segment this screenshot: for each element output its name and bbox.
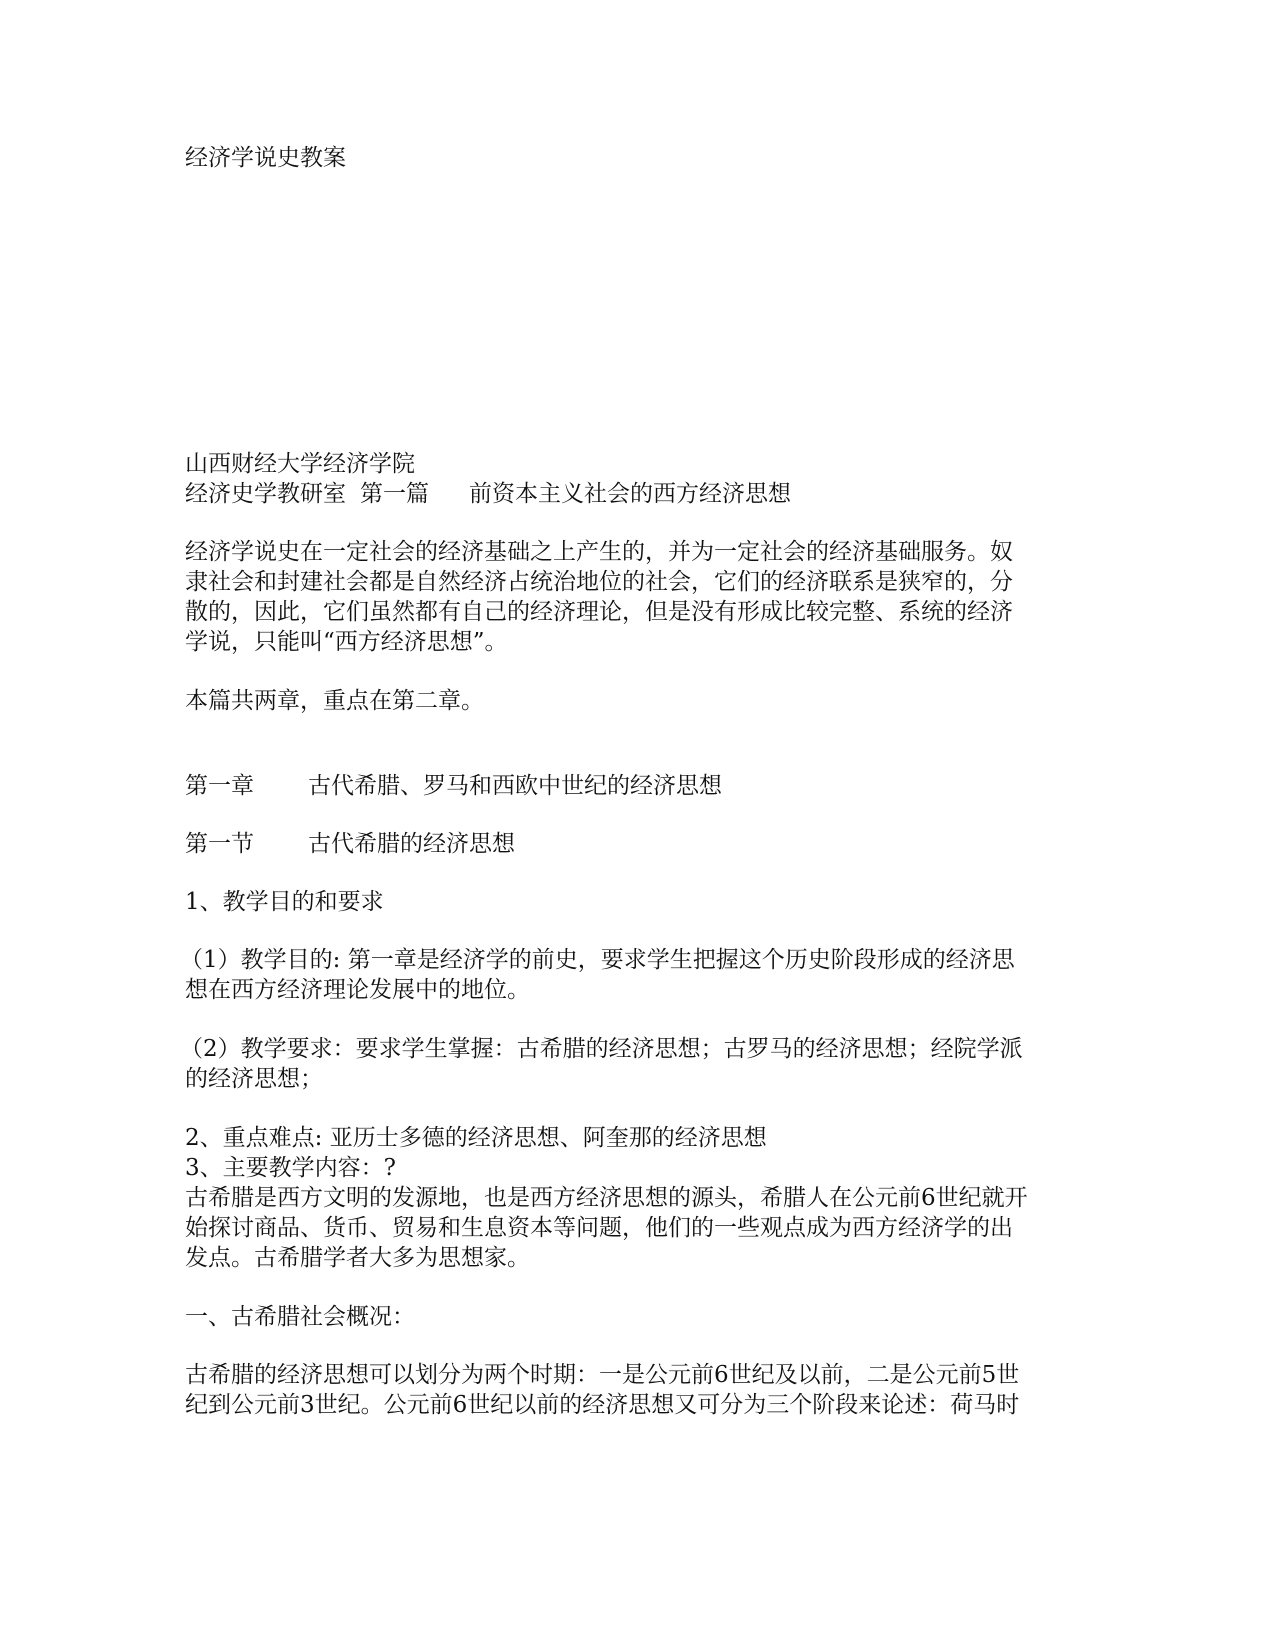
intro-paragraph-line: 散的，因此，它们虽然都有自己的经济理论，但是没有形成比较完整、系统的经济 xyxy=(185,599,1013,625)
institution-name: 山西财经大学经济学院 xyxy=(185,451,415,477)
period-paragraph-line: 纪到公元前3世纪。公元前6世纪以前的经济思想又可分为三个阶段来论述：荷马时 xyxy=(185,1392,1020,1418)
part-note: 本篇共两章，重点在第二章。 xyxy=(185,688,484,714)
department-name: 经济史学教研室 xyxy=(185,481,346,507)
subsection-heading: 一、古希腊社会概况： xyxy=(185,1304,415,1330)
key-points-heading: 2、重点难点: 亚历士多德的经济思想、阿奎那的经济思想 xyxy=(185,1125,767,1151)
intro-paragraph-line: 隶社会和封建社会都是自然经济占统治地位的社会，它们的经济联系是狭窄的，分 xyxy=(185,569,1013,595)
document-title: 经济学说史教案 xyxy=(185,145,346,171)
intro-paragraph-line: 学说，只能叫“西方经济思想”。 xyxy=(185,629,508,655)
main-content-heading: 3、主要教学内容：? xyxy=(185,1155,396,1181)
chapter-label: 第一章 xyxy=(185,773,254,799)
teaching-goal-line: （1）教学目的: 第一章是经济学的前史，要求学生把握这个历史阶段形成的经济思 xyxy=(180,947,1015,973)
intro-paragraph-line: 经济学说史在一定社会的经济基础之上产生的，并为一定社会的经济基础服务。奴 xyxy=(185,539,1013,565)
department-part-heading xyxy=(185,479,1085,509)
section-title: 古代希腊的经济思想 xyxy=(308,831,515,857)
teaching-goal-line: 想在西方经济理论发展中的地位。 xyxy=(185,977,530,1003)
chapter-heading xyxy=(185,771,1085,801)
content-paragraph-line: 始探讨商品、货币、贸易和生息资本等问题，他们的一些观点成为西方经济学的出 xyxy=(185,1215,1013,1241)
teaching-goals-heading: 1、教学目的和要求 xyxy=(185,889,384,915)
content-paragraph-line: 古希腊是西方文明的发源地，也是西方经济思想的源头，希腊人在公元前6世纪就开 xyxy=(185,1185,1028,1211)
section-heading xyxy=(185,829,1085,859)
chapter-title: 古代希腊、罗马和西欧中世纪的经济思想 xyxy=(308,773,722,799)
section-label: 第一节 xyxy=(185,831,254,857)
content-paragraph-line: 发点。古希腊学者大多为思想家。 xyxy=(185,1245,530,1271)
teaching-requirement-line: （2）教学要求：要求学生掌握：古希腊的经济思想；古罗马的经济思想；经院学派 xyxy=(180,1036,1023,1062)
part-title: 前资本主义社会的西方经济思想 xyxy=(469,481,791,507)
period-paragraph-line: 古希腊的经济思想可以划分为两个时期：一是公元前6世纪及以前，二是公元前5世 xyxy=(185,1362,1020,1388)
teaching-requirement-line: 的经济思想； xyxy=(185,1066,323,1092)
part-label: 第一篇 xyxy=(360,481,429,507)
